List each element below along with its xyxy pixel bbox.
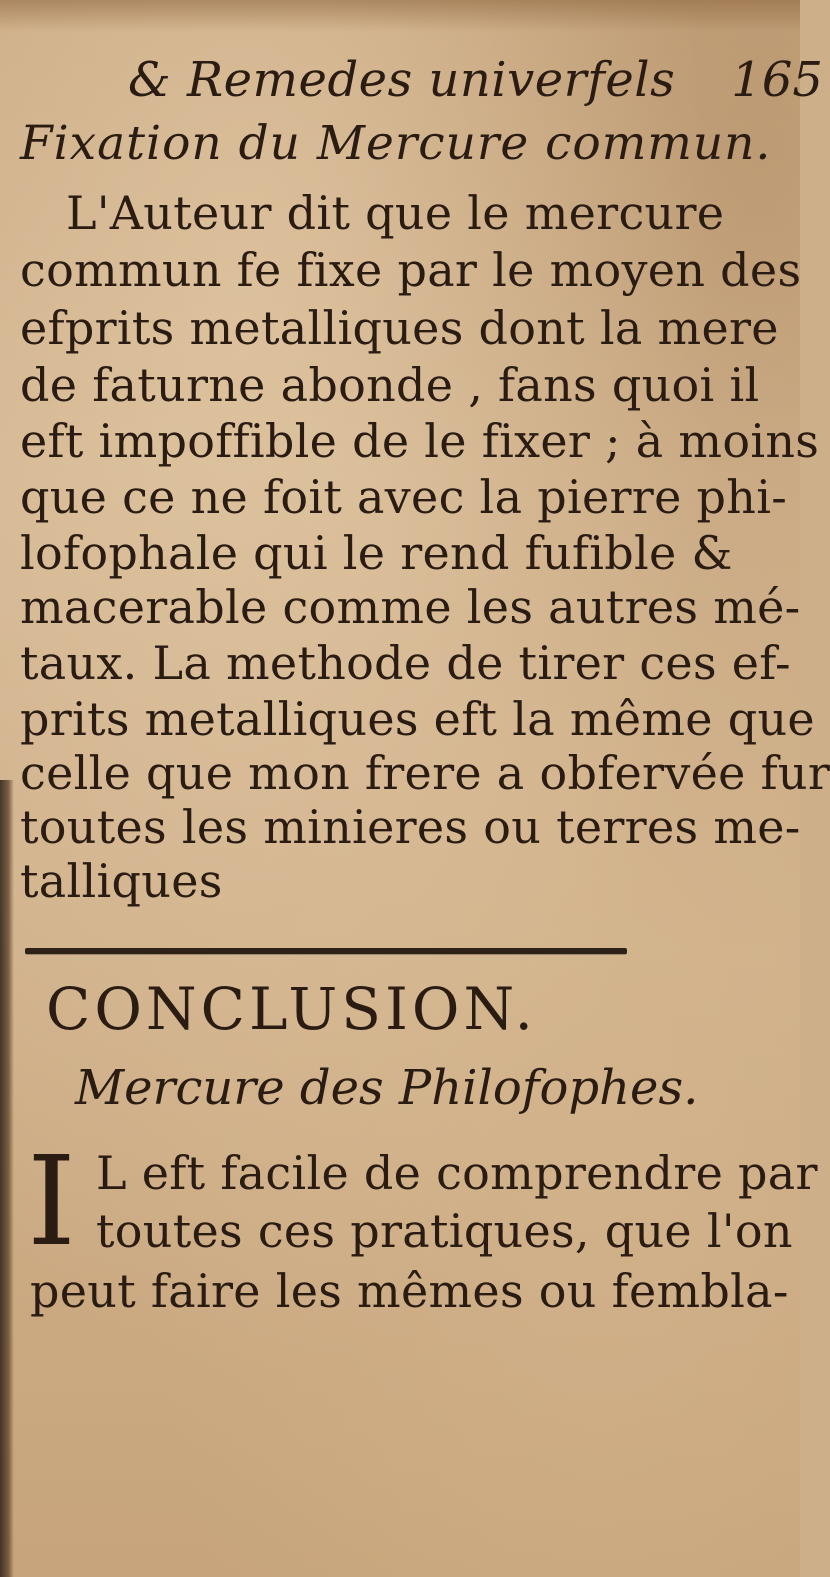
paragraph-line: prits metalliques eft la même que — [20, 692, 815, 746]
paragraph-line: macerable comme les autres mé- — [20, 580, 801, 634]
paragraph-line-last: talliques — [20, 854, 223, 908]
paragraph-line: commun fe fixe par le moyen des — [20, 243, 802, 297]
section-divider-rule — [25, 948, 627, 954]
running-title: & Remedes univerfels — [128, 52, 676, 108]
conclusion-heading: CONCLUSION. — [46, 975, 537, 1043]
page-top-edge — [0, 0, 800, 32]
binding-gutter — [0, 780, 14, 1577]
running-header — [128, 52, 823, 108]
section-title: Fixation du Mercure commun. — [20, 116, 772, 171]
paragraph-line: efprits metalliques dont la mere — [20, 301, 779, 355]
conclusion-subtitle: Mercure des Philofophes. — [75, 1060, 699, 1116]
paragraph-line: eft impoffible de le fixer ; à moins — [20, 414, 820, 468]
conclusion-line: toutes ces pratiques, que l'on — [96, 1204, 793, 1258]
page-number: 165 — [731, 52, 823, 108]
drop-cap: I — [27, 1130, 76, 1274]
paragraph-line: de faturne abonde , fans quoi il — [20, 358, 760, 412]
paragraph-line: L'Auteur dit que le mercure — [66, 186, 725, 240]
conclusion-line: L eft facile de comprendre par — [96, 1146, 818, 1200]
paragraph-line: lofophale qui le rend fufible & — [20, 526, 733, 580]
paragraph-line: celle que mon frere a obfervée fur — [20, 746, 830, 800]
paragraph-line: taux. La methode de tirer ces ef- — [20, 636, 791, 690]
paragraph-line: toutes les minieres ou terres me- — [20, 800, 801, 854]
paragraph-line: que ce ne foit avec la pierre phi- — [20, 470, 788, 524]
conclusion-line: peut faire les mêmes ou fembla- — [30, 1264, 789, 1318]
